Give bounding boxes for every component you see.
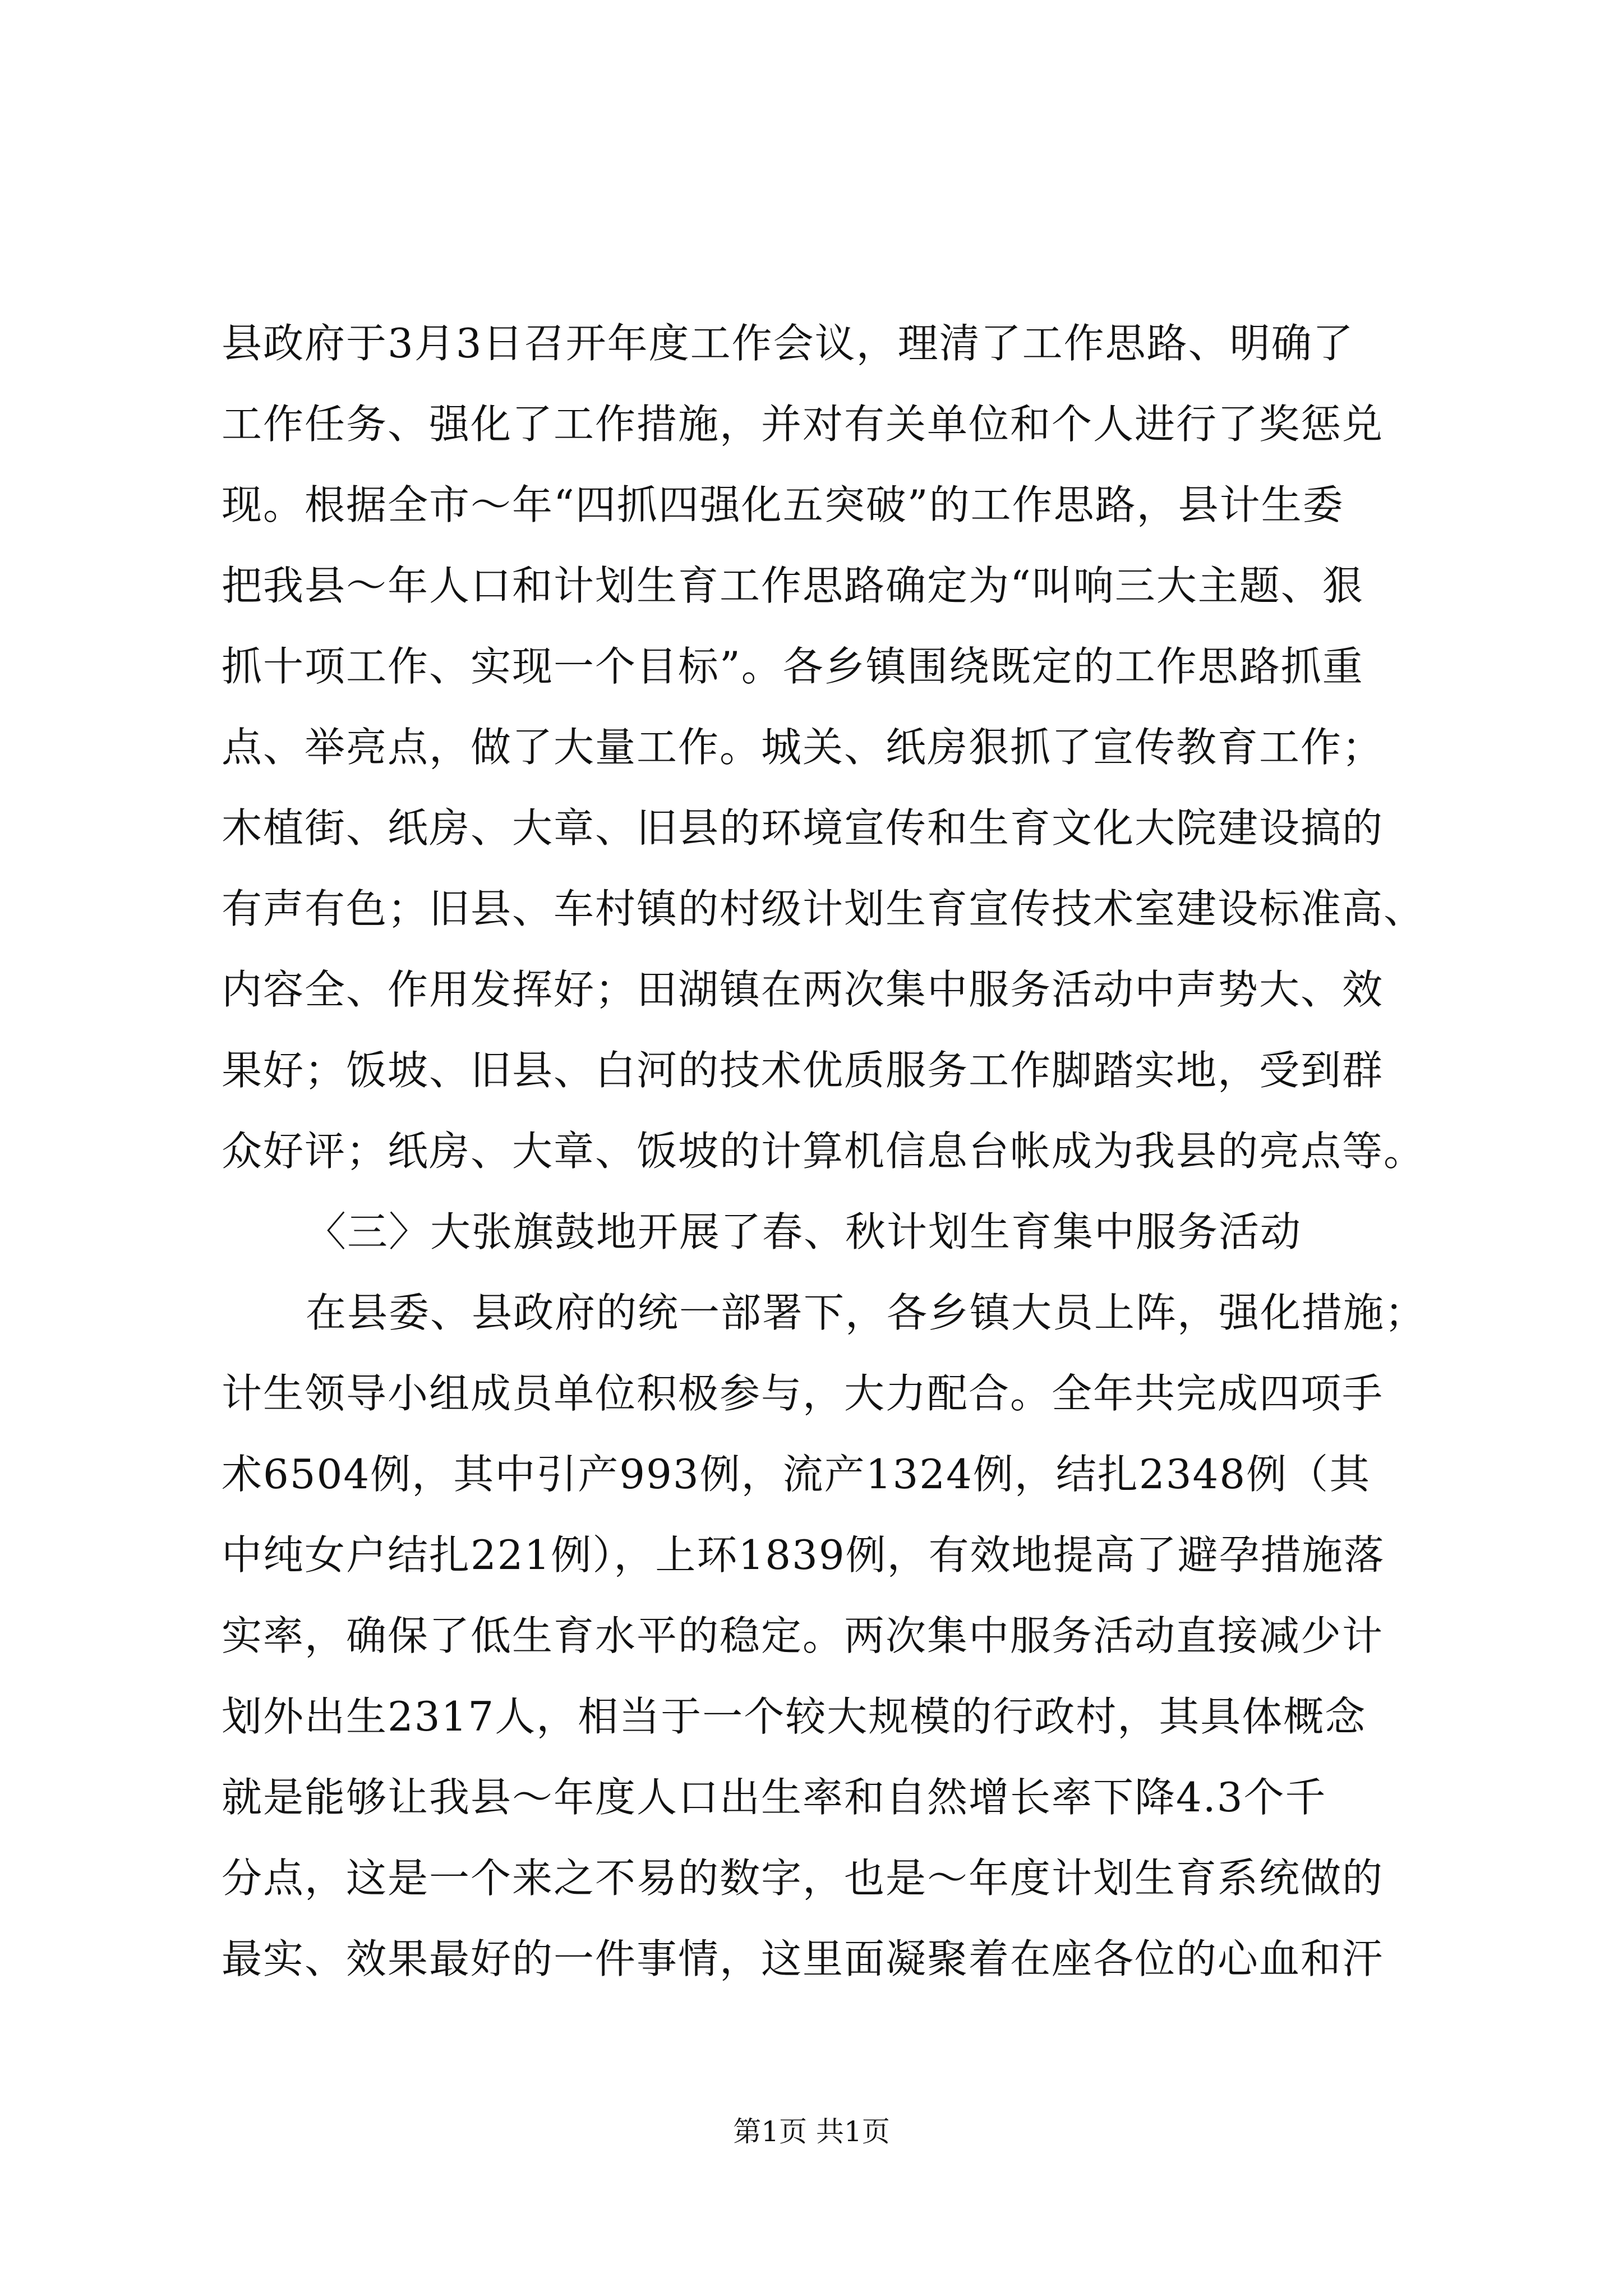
page-footer: 第1页 共1页 bbox=[733, 2115, 890, 2148]
body-text bbox=[222, 303, 1427, 1999]
text-line: 术6504例，其中引产993例，流产1324例，结扎2348例（其 bbox=[222, 1451, 1371, 1498]
text-line: 点、举亮点，做了大量工作。城关、纸房狠抓了宣传教育工作； bbox=[222, 724, 1384, 771]
text-line: 木植街、纸房、大章、旧县的环境宣传和生育文化大院建设搞的 bbox=[222, 804, 1384, 852]
text-line: 划外出生2317人，相当于一个较大规模的行政村，其具体概念 bbox=[222, 1693, 1367, 1740]
text-line: 最实、效果最好的一件事情，这里面凝聚着在座各位的心血和汗 bbox=[222, 1935, 1384, 1982]
text-line: 计生领导小组成员单位积极参与，大力配合。全年共完成四项手 bbox=[222, 1370, 1384, 1417]
text-line: 内容全、作用发挥好；田湖镇在两次集中服务活动中声势大、效 bbox=[222, 966, 1384, 1013]
text-line: 中纯女户结扎221例），上环1839例，有效地提高了避孕措施落 bbox=[222, 1531, 1385, 1579]
text-line: 现。根据全市～年“四抓四强化五突破”的工作思路，县计生委 bbox=[222, 481, 1344, 528]
text-line: 把我县～年人口和计划生育工作思路确定为“叫响三大主题、狠 bbox=[222, 562, 1364, 609]
text-line: 就是能够让我县～年度人口出生率和自然增长率下降4.3个千 bbox=[222, 1774, 1327, 1821]
text-line: 有声有色；旧县、车村镇的村级计划生育宣传技术室建设标准高、 bbox=[222, 885, 1426, 932]
text-line: 众好评；纸房、大章、饭坡的计算机信息台帐成为我县的亮点等。 bbox=[222, 1128, 1426, 1175]
text-line: 分点，这是一个来之不易的数字，也是～年度计划生育系统做的 bbox=[222, 1855, 1384, 1902]
paragraph-first-line: 在县委、县政府的统一部署下，各乡镇大员上阵，强化措施； bbox=[306, 1289, 1427, 1336]
text-line: 抓十项工作、实现一个目标”。各乡镇围绕既定的工作思路抓重 bbox=[222, 643, 1364, 690]
text-line: 实率，确保了低生育水平的稳定。两次集中服务活动直接减少计 bbox=[222, 1612, 1384, 1659]
text-line: 果好；饭坡、旧县、白河的技术优质服务工作脚踏实地，受到群 bbox=[222, 1047, 1384, 1094]
section-heading: 〈三〉大张旗鼓地开展了春、秋计划生育集中服务活动 bbox=[306, 1208, 1302, 1255]
text-line: 县政府于3月3日召开年度工作会议，理清了工作思路、明确了 bbox=[222, 320, 1354, 367]
text-line: 工作任务、强化了工作措施，并对有关单位和个人进行了奖惩兑 bbox=[222, 401, 1384, 448]
